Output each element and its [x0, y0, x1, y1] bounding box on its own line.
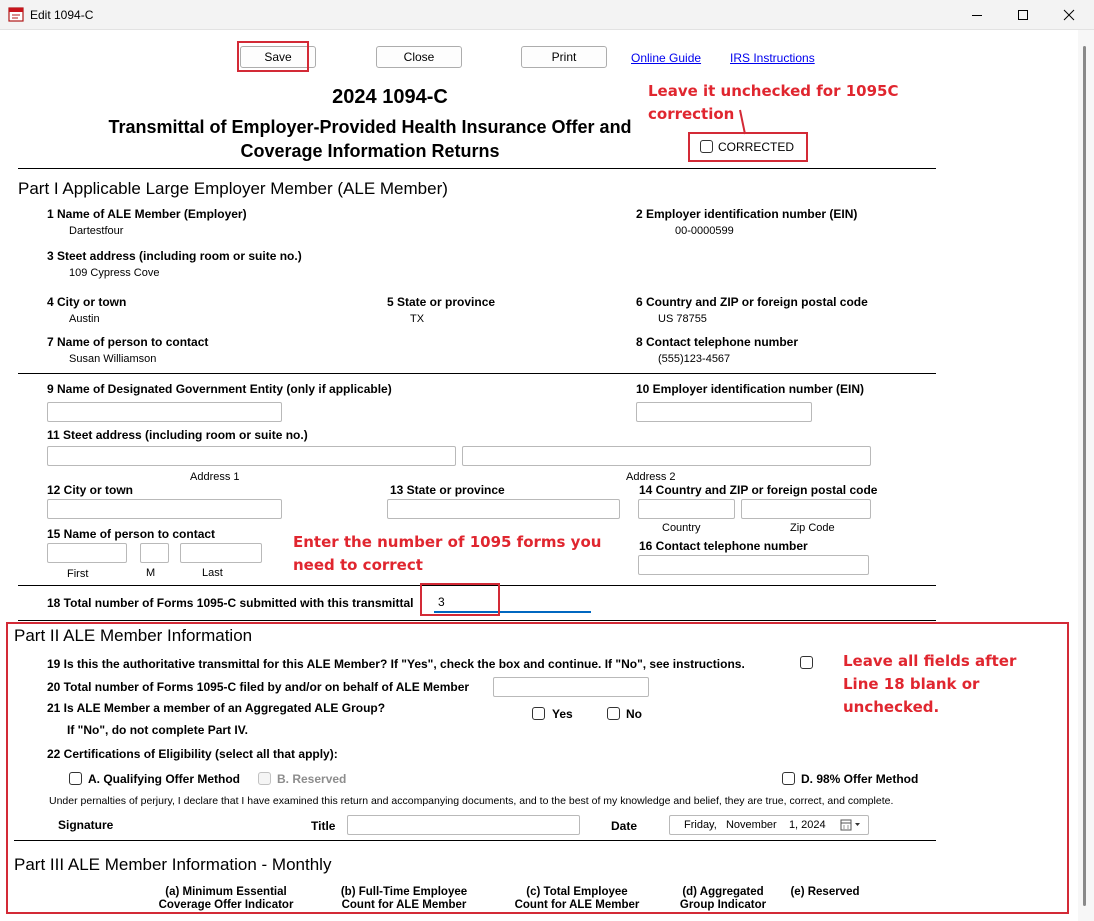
corrected-label: CORRECTED: [718, 140, 795, 154]
perjury-statement: Under pernalties of perjury, I declare that I have examined this return and accompanying documents, and to the best of my knowledge and belief, they are true, correct, and complete.: [49, 795, 894, 807]
line11-address1-input[interactable]: [47, 446, 456, 466]
date-label: Date: [611, 819, 638, 833]
line3-value: 109 Cypress Cove: [69, 267, 160, 279]
col-c-line2: Count for ALE Member: [514, 899, 640, 911]
middle-caption: M: [146, 567, 156, 579]
line21-yes-checkbox[interactable]: [532, 707, 545, 720]
line5-value: TX: [410, 313, 425, 325]
line18-input[interactable]: 3: [434, 593, 591, 613]
corrected-note-line2: correction: [648, 105, 735, 123]
line1-label: 1 Name of ALE Member (Employer): [47, 207, 247, 221]
line14-country-input[interactable]: [638, 499, 735, 519]
blank-note-line1: Leave all fields after: [843, 652, 1017, 670]
line9-label: 9 Name of Designated Government Entity (only if applicable): [47, 382, 392, 396]
line12-label: 12 City or town: [47, 483, 134, 497]
minimize-icon: [971, 9, 983, 21]
count-note-line1: Enter the number of 1095 forms you: [293, 533, 602, 551]
maximize-icon: [1017, 9, 1029, 21]
window-title: Edit 1094-C: [30, 8, 94, 22]
line4-label: 4 City or town: [47, 295, 127, 309]
col-a-line1: (a) Minimum Essential: [165, 886, 287, 898]
col-b-line2: Count for ALE Member: [341, 899, 467, 911]
country-caption: Country: [662, 522, 701, 534]
col-b-line1: (b) Full-Time Employee: [340, 886, 468, 898]
part3-heading: Part III ALE Member Information - Monthly: [14, 855, 332, 874]
line1-value: Dartestfour: [69, 225, 124, 237]
line7-label: 7 Name of person to contact: [47, 335, 209, 349]
window-titlebar: [0, 0, 1094, 30]
maximize-button[interactable]: [1000, 0, 1046, 30]
line14-label: 14 Country and ZIP or foreign postal code: [639, 483, 878, 497]
corrected-note-line1: Leave it unchecked for 1095C: [648, 82, 899, 100]
col-a-header: [146, 886, 306, 912]
col-d-line2: Group Indicator: [679, 899, 767, 911]
line21-no-checkbox[interactable]: [607, 707, 620, 720]
col-d-header: [668, 886, 778, 912]
corrected-checkbox[interactable]: [700, 140, 713, 153]
col-d-line1: (d) Aggregated: [682, 886, 764, 898]
close-button[interactable]: Close: [376, 46, 462, 68]
close-window-button[interactable]: [1046, 0, 1092, 30]
divider: [18, 373, 936, 374]
line21-yes-label: Yes: [552, 707, 573, 721]
line21-no-label: No: [626, 707, 642, 721]
date-rest: , November 1, 2024: [713, 819, 826, 831]
line5-label: 5 State or province: [387, 295, 496, 309]
line15-first-input[interactable]: [47, 543, 127, 563]
option-b-checkbox: [258, 772, 271, 785]
close-icon: [1063, 9, 1075, 21]
save-button[interactable]: Save: [240, 46, 316, 68]
col-c-header: [502, 886, 652, 912]
line16-label: 16 Contact telephone number: [639, 539, 808, 553]
line12-input[interactable]: [47, 499, 282, 519]
part1-heading: Part I Applicable Large Employer Member (ALE Member): [18, 179, 448, 198]
online-guide-link[interactable]: Online Guide: [631, 51, 702, 65]
form-subtitle-line1: Transmittal of Employer-Provided Health Insurance Offer and: [108, 117, 632, 137]
line10-label: 10 Employer identification number (EIN): [636, 382, 865, 396]
vertical-scrollbar[interactable]: [1078, 30, 1094, 921]
line20-input[interactable]: [493, 677, 649, 697]
address1-caption: Address 1: [190, 471, 240, 483]
date-day: Friday: [684, 819, 714, 831]
first-caption: First: [67, 568, 89, 580]
zip-caption: Zip Code: [790, 522, 835, 534]
line22-label: 22 Certifications of Eligibility (select all that apply):: [47, 747, 338, 761]
form-title: 2024 1094-C: [332, 86, 448, 108]
line19-label: 19 Is this the authoritative transmittal for this ALE Member? If "Yes", check the box and continue. If "No", see instructions.: [47, 657, 745, 671]
col-b-header: [329, 886, 479, 912]
option-a-label: A. Qualifying Offer Method: [88, 772, 240, 786]
count-note-line2: need to correct: [293, 556, 423, 574]
address2-caption: Address 2: [626, 471, 676, 483]
line21-label: 21 Is ALE Member a member of an Aggregated ALE Group?: [47, 701, 386, 715]
print-button[interactable]: Print: [521, 46, 607, 68]
option-d-label: D. 98% Offer Method: [801, 772, 919, 786]
form-1094-icon: [8, 6, 24, 22]
line3-label: 3 Steet address (including room or suite no.): [47, 249, 302, 263]
line13-label: 13 State or province: [390, 483, 505, 497]
title-label: Title: [311, 819, 336, 833]
col-e-header: [780, 886, 870, 899]
line19-checkbox[interactable]: [800, 656, 813, 669]
line21-subtext: If "No", do not complete Part IV.: [67, 723, 248, 737]
line4-value: Austin: [69, 313, 100, 325]
col-e-line1: (e) Reserved: [790, 886, 860, 898]
line2-label: 2 Employer identification number (EIN): [636, 207, 858, 221]
line15-last-input[interactable]: [180, 543, 262, 563]
line18-label: 18 Total number of Forms 1095-C submitted with this transmittal: [47, 596, 414, 610]
divider: [14, 840, 936, 841]
calendar-dropdown-icon[interactable]: [840, 818, 866, 832]
line9-input[interactable]: [47, 402, 282, 422]
line16-input[interactable]: [638, 555, 869, 575]
line11-label: 11 Steet address (including room or suite no.): [47, 428, 308, 442]
line10-input[interactable]: [636, 402, 812, 422]
part2-heading: Part II ALE Member Information: [14, 626, 253, 645]
save-highlight-box: [237, 41, 309, 72]
divider: [18, 620, 936, 621]
line7-value: Susan Williamson: [69, 353, 157, 365]
col-c-line1: (c) Total Employee: [526, 886, 628, 898]
line8-label: 8 Contact telephone number: [636, 335, 799, 349]
scrollbar-thumb[interactable]: [1083, 46, 1086, 906]
minimize-button[interactable]: [954, 0, 1000, 30]
line11-address2-input[interactable]: [462, 446, 871, 466]
option-d-checkbox[interactable]: [782, 772, 795, 785]
option-a-checkbox[interactable]: [69, 772, 82, 785]
line2-value: 00-0000599: [675, 225, 734, 237]
line14-zip-input[interactable]: [741, 499, 871, 519]
blank-note-line3: unchecked.: [843, 698, 940, 716]
col-a-line2: Coverage Offer Indicator: [158, 899, 294, 911]
signature-label: Signature: [58, 818, 114, 832]
divider: [18, 168, 936, 169]
line20-label: 20 Total number of Forms 1095-C filed by and/or on behalf of ALE Member: [47, 680, 470, 694]
blank-note-line2: Line 18 blank or: [843, 675, 980, 693]
line13-input[interactable]: [387, 499, 620, 519]
irs-instructions-link[interactable]: IRS Instructions: [730, 51, 815, 65]
last-caption: Last: [202, 567, 223, 579]
line15-middle-input[interactable]: [140, 543, 169, 563]
date-picker[interactable]: [669, 815, 869, 835]
line6-label: 6 Country and ZIP or foreign postal code: [636, 295, 868, 309]
line18-highlight-box: [420, 583, 500, 616]
title-input[interactable]: [347, 815, 580, 835]
line15-label: 15 Name of person to contact: [47, 527, 216, 541]
line6-value: US 78755: [658, 313, 707, 325]
line8-value: (555)123-4567: [658, 353, 731, 365]
option-b-label: B. Reserved: [277, 772, 347, 786]
form-subtitle-line2: Coverage Information Returns: [240, 141, 500, 161]
